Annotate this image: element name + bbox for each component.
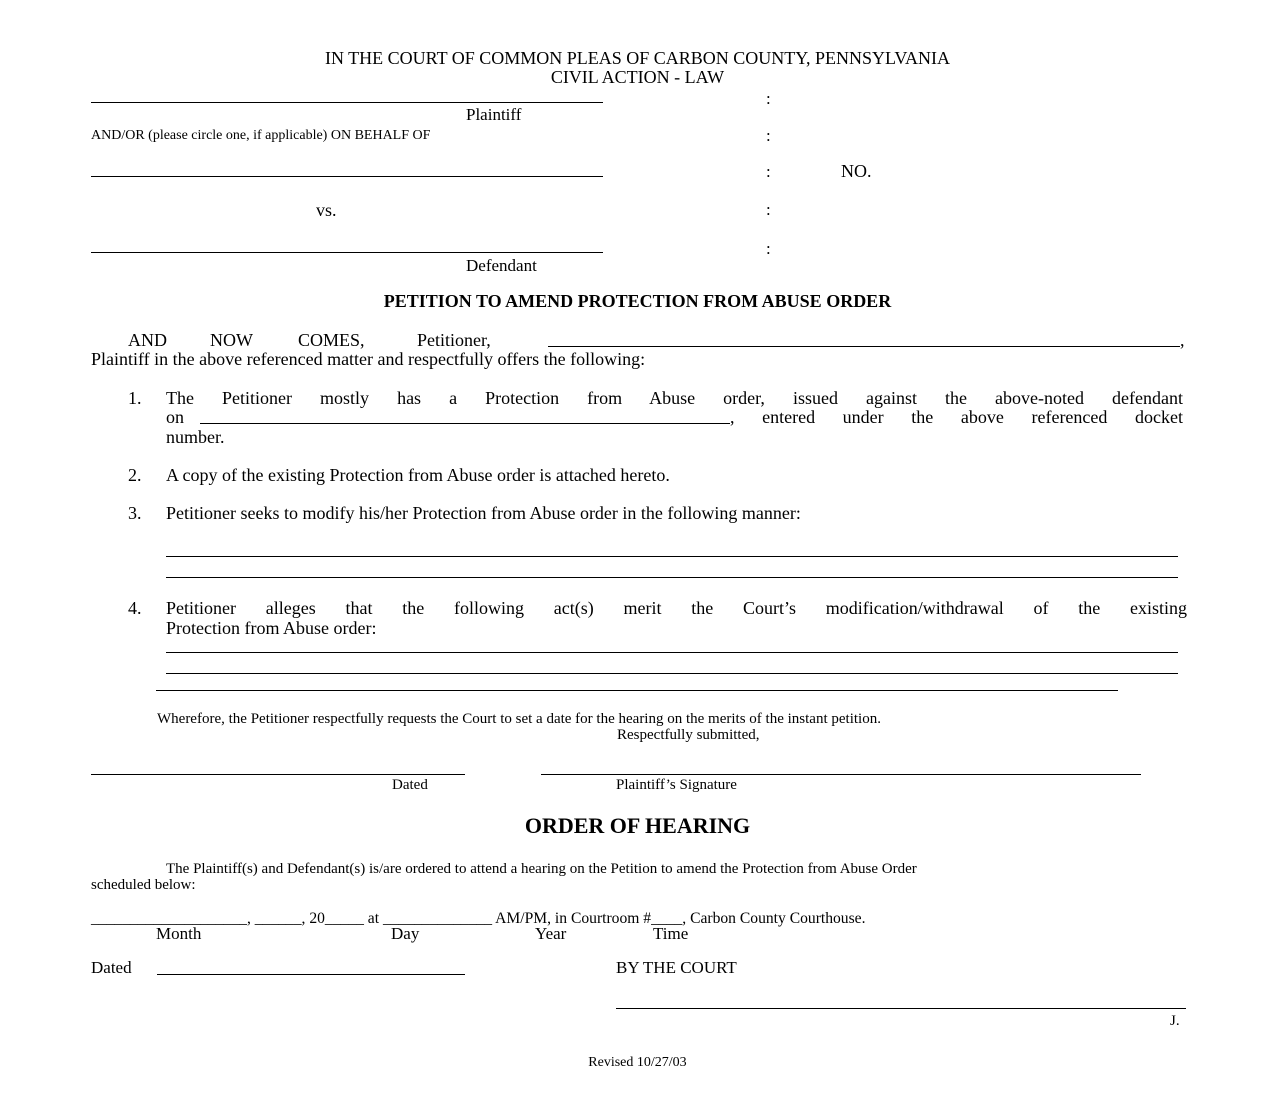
acts-line[interactable] bbox=[166, 673, 1178, 674]
caption-colon: : bbox=[766, 89, 771, 108]
order-date-line[interactable] bbox=[200, 423, 730, 424]
month-label: Month bbox=[156, 924, 202, 943]
order-dated-label: Dated bbox=[91, 958, 132, 977]
judge-signature-line[interactable] bbox=[616, 1008, 1186, 1009]
caption-colon: : bbox=[766, 162, 771, 181]
item-4-line-2: Protection from Abuse order: bbox=[166, 618, 377, 638]
civil-action-heading: CIVIL ACTION - LAW bbox=[550, 67, 725, 87]
wherefore-paragraph: Wherefore, the Petitioner respectfully requests the Court to set a date for the hearing on the merits of the instant petition. bbox=[157, 711, 881, 727]
plaintiff-signature-label: Plaintiff’s Signature bbox=[616, 777, 737, 793]
petition-title: PETITION TO AMEND PROTECTION FROM ABUSE ORDER bbox=[383, 291, 892, 311]
acts-line[interactable] bbox=[156, 690, 1118, 691]
caption-colon: : bbox=[766, 200, 771, 219]
item-3-text: Petitioner seeks to modify his/her Protection from Abuse order in the following manner: bbox=[166, 503, 801, 523]
acts-line[interactable] bbox=[166, 652, 1178, 653]
hearing-schedule-line[interactable]: ____________________, ______, 20_____ at ______________ AM/PM, in Courtroom #____, Carbon County Courthouse. bbox=[91, 910, 866, 927]
item-1-line-1: The Petitioner mostly has a Protection from Abuse order, issued against the above-noted defendant bbox=[166, 388, 1183, 408]
item-1-line-3: number. bbox=[166, 427, 225, 447]
item-1-number: 1. bbox=[128, 388, 142, 408]
on-behalf-of-line[interactable] bbox=[91, 176, 603, 177]
intro-comma: , bbox=[1180, 330, 1185, 350]
year-label: Year bbox=[535, 924, 567, 943]
judge-suffix: J. bbox=[1170, 1013, 1180, 1029]
modification-line[interactable] bbox=[166, 556, 1178, 557]
plaintiff-name-line[interactable] bbox=[91, 102, 603, 103]
order-text-line-2: scheduled below: bbox=[91, 877, 196, 893]
intro-now: NOW bbox=[210, 330, 253, 350]
intro-petitioner: Petitioner, bbox=[417, 330, 491, 350]
item-1-line-2-rest: , entered under the above referenced docket bbox=[730, 407, 1183, 427]
revised-date: Revised 10/27/03 bbox=[588, 1055, 687, 1070]
item-3-number: 3. bbox=[128, 503, 142, 523]
court-heading: IN THE COURT OF COMMON PLEAS OF CARBON COUNTY, PENNSYLVANIA bbox=[324, 48, 951, 68]
time-label: Time bbox=[653, 924, 689, 943]
dated-label: Dated bbox=[392, 777, 428, 793]
defendant-label: Defendant bbox=[466, 256, 537, 275]
item-2-text: A copy of the existing Protection from Abuse order is attached hereto. bbox=[166, 465, 670, 485]
plaintiff-label: Plaintiff bbox=[466, 105, 522, 124]
caption-colon: : bbox=[766, 239, 771, 258]
item-2-number: 2. bbox=[128, 465, 142, 485]
item-1-on: on bbox=[166, 407, 184, 427]
modification-line[interactable] bbox=[166, 577, 1178, 578]
respectfully-submitted: Respectfully submitted, bbox=[617, 727, 760, 743]
item-4-number: 4. bbox=[128, 598, 142, 618]
intro-comes: COMES, bbox=[298, 330, 365, 350]
defendant-name-line[interactable] bbox=[91, 252, 603, 253]
caption-colon: : bbox=[766, 126, 771, 145]
intro-line-2: Plaintiff in the above referenced matter and respectfully offers the following: bbox=[91, 349, 646, 369]
order-dated-line[interactable] bbox=[157, 974, 465, 975]
plaintiff-signature-line[interactable] bbox=[541, 774, 1141, 775]
dated-line[interactable] bbox=[91, 774, 465, 775]
by-the-court-label: BY THE COURT bbox=[616, 958, 737, 977]
day-label: Day bbox=[391, 924, 420, 943]
item-4-line-1: Petitioner alleges that the following act(s) merit the Court’s modification/withdrawal of the existing bbox=[166, 598, 1187, 618]
on-behalf-of-label: AND/OR (please circle one, if applicable) ON BEHALF OF bbox=[91, 128, 431, 143]
order-text-line-1: The Plaintiff(s) and Defendant(s) is/are ordered to attend a hearing on the Petition to amend the Protection from Abuse Order bbox=[166, 861, 917, 877]
petitioner-name-line[interactable] bbox=[548, 346, 1180, 347]
order-of-hearing-title: ORDER OF HEARING bbox=[524, 813, 751, 838]
vs-label: vs. bbox=[316, 200, 337, 220]
intro-and: AND bbox=[128, 330, 167, 350]
docket-number-label: NO. bbox=[841, 161, 872, 181]
